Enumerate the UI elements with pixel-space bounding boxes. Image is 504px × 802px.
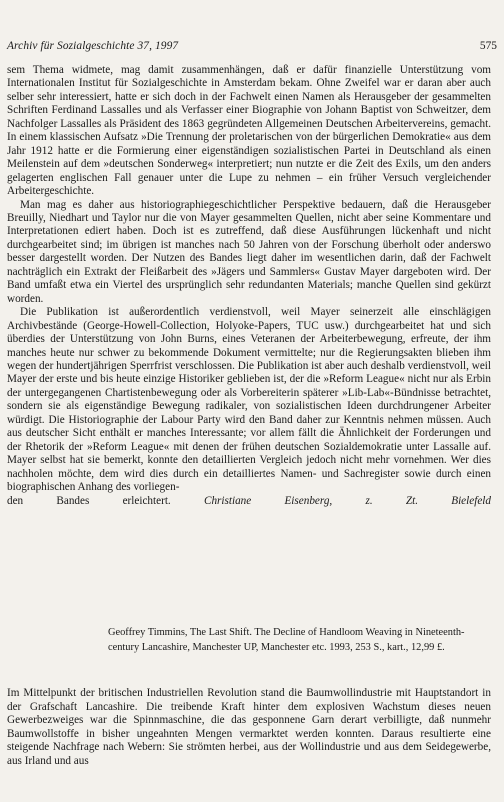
journal-title: Archiv für Sozialgeschichte 37, 1997 <box>7 40 179 52</box>
article-text <box>7 64 491 508</box>
paragraph: Die Publikation ist außerordentlich verdienstvoll, weil Mayer seinerzeit alle einschlägigen Archivbestände (George-Howell-Collection, Holyoke-Papers, TUC usw.) durchgearbeitet hat und sich überdies der Unterstützung von John Burns, eines Veteranen der Arbeiterbewegung, erfreute, der ihm manches heute nur schwer zu bekommende Dokument vermittelte; nur die Regierungsakten blieben ihm wegen der hundertjährigen Sperrfrist verschlossen. Die Publikation ist aber auch deshalb verdienstvoll, weil Mayer der erste und bis heute einzige Historiker geblieben ist, der die »Reform League« nicht nur als Erbin der untergegangenen Chartistenbewegung oder als Vorbereiterin späterer »Lib-Lab«-Bündnisse betrachtet, sondern sie als eigenständige Bewegung radikaler, von sozialistischen Ideen durchdrungener Arbeiter würdigt. Die Historiographie der Labour Party wird den Band daher zur Kenntnis nehmen müssen. Auch aus deutscher Sicht enthält er manches Interessante; vor allem fällt die Ähnlichkeit der Forderungen und der Rhetorik der »Reform League« mit denen der frühen deutschen Sozialdemokratie unter Lassalle auf. Mayer selbst hat sie bemerkt, konnte den detaillierten Vergleich jedoch nicht mehr vornehmen. Wer dies nachholen möchte, dem wird dies durch ein detailliertes Namen- und Sachregister sowie durch einen biographischen Anhang des vorliegen- <box>7 306 491 494</box>
page-number: 575 <box>479 40 497 52</box>
signature-line <box>7 495 491 508</box>
closing-text: den Bandes erleichtert. <box>7 494 171 507</box>
paragraph: Im Mittelpunkt der britischen Industriellen Revolution stand die Baumwollindustrie mit Hauptstandort in der Grafschaft Lancashire. Die treibende Kraft hinter dem explosiven Wachstum dieses neuen Gewerbezweiges war die Spinnmaschine, die das gesponnene Garn derart verbilligte, daß nunmehr Baumwollstoffe in bisher ungeahnten Mengen vermarktet werden konnten. Daraus resultierte eine steigende Nachfrage nach Webern: Sie strömten herbei, aus der Wollindustrie und aus dem Seidegewerbe, aus Irland und aus <box>7 687 491 767</box>
paragraph: Man mag es daher aus historiographiegeschichtlicher Perspektive bedauern, daß die Herausgeber Breuilly, Niedhart und Taylor nur die von Mayer gesammelten Quellen, nicht aber seine Kommentare und Interpretationen ediert haben. Doch ist es zutreffend, daß diese Ausführungen lückenhaft und nicht durchgearbeitet sind; im übrigen ist manches nach 50 Jahren von der Forschung überholt oder anderswo besser dargestellt worden. Der Nutzen des Bandes liegt daher im wesentlichen darin, daß der Fachwelt nachträglich ein Extrakt der Fleißarbeit des »Jägers und Sammlers« Gustav Mayer dargeboten wird. Der Band umfaßt etwa ein Viertel des ursprünglich sehr redundanten Materials; manche Quellen sind gekürzt worden. <box>7 198 491 305</box>
review-text <box>7 687 491 769</box>
running-header <box>7 40 497 52</box>
paragraph: sem Thema widmete, mag damit zusammenhängen, daß er dafür finanzielle Unterstützung vom Internationalen Institut für Sozialgeschichte in Amsterdam bekam. Ohne Zweifel war er daran aber auch selber sehr interessiert, hatte er sich doch in der Fachwelt einen Namen als Herausgeber der gesammelten Schriften Ferdinand Lassalles und als Verfasser einer Biographie von Johann Baptist von Schweitzer, dem Nachfolger Lassalles als Präsident des 1863 gegründeten Allgemeinen Deutschen Arbeitervereins, gemacht. In einem klassischen Aufsatz »Die Trennung der proletarischen von der bürgerlichen Demokratie« aus dem Jahr 1912 hatte er die Formierung einer eigenständigen sozialistischen Partei in Deutschland als einen Meilenstein auf dem »deutschen Sonderweg« interpretiert; nun nutzte er die Zeit des Exils, um den anders gelagerten englischen Fall genauer unter die Lupe zu nehmen – ein früher Versuch vergleichender Arbeitergeschichte. <box>7 64 491 198</box>
reviewer-signature: Christiane Eisenberg, z. Zt. Bielefeld <box>203 494 491 507</box>
review-bibliographic-heading: Geoffrey Timmins, The Last Shift. The Decline of Handloom Weaving in Nineteenth-century Lancashire, Manchester UP, Manchester etc. 1993, 253 S., kart., 12,99 £. <box>108 627 465 653</box>
